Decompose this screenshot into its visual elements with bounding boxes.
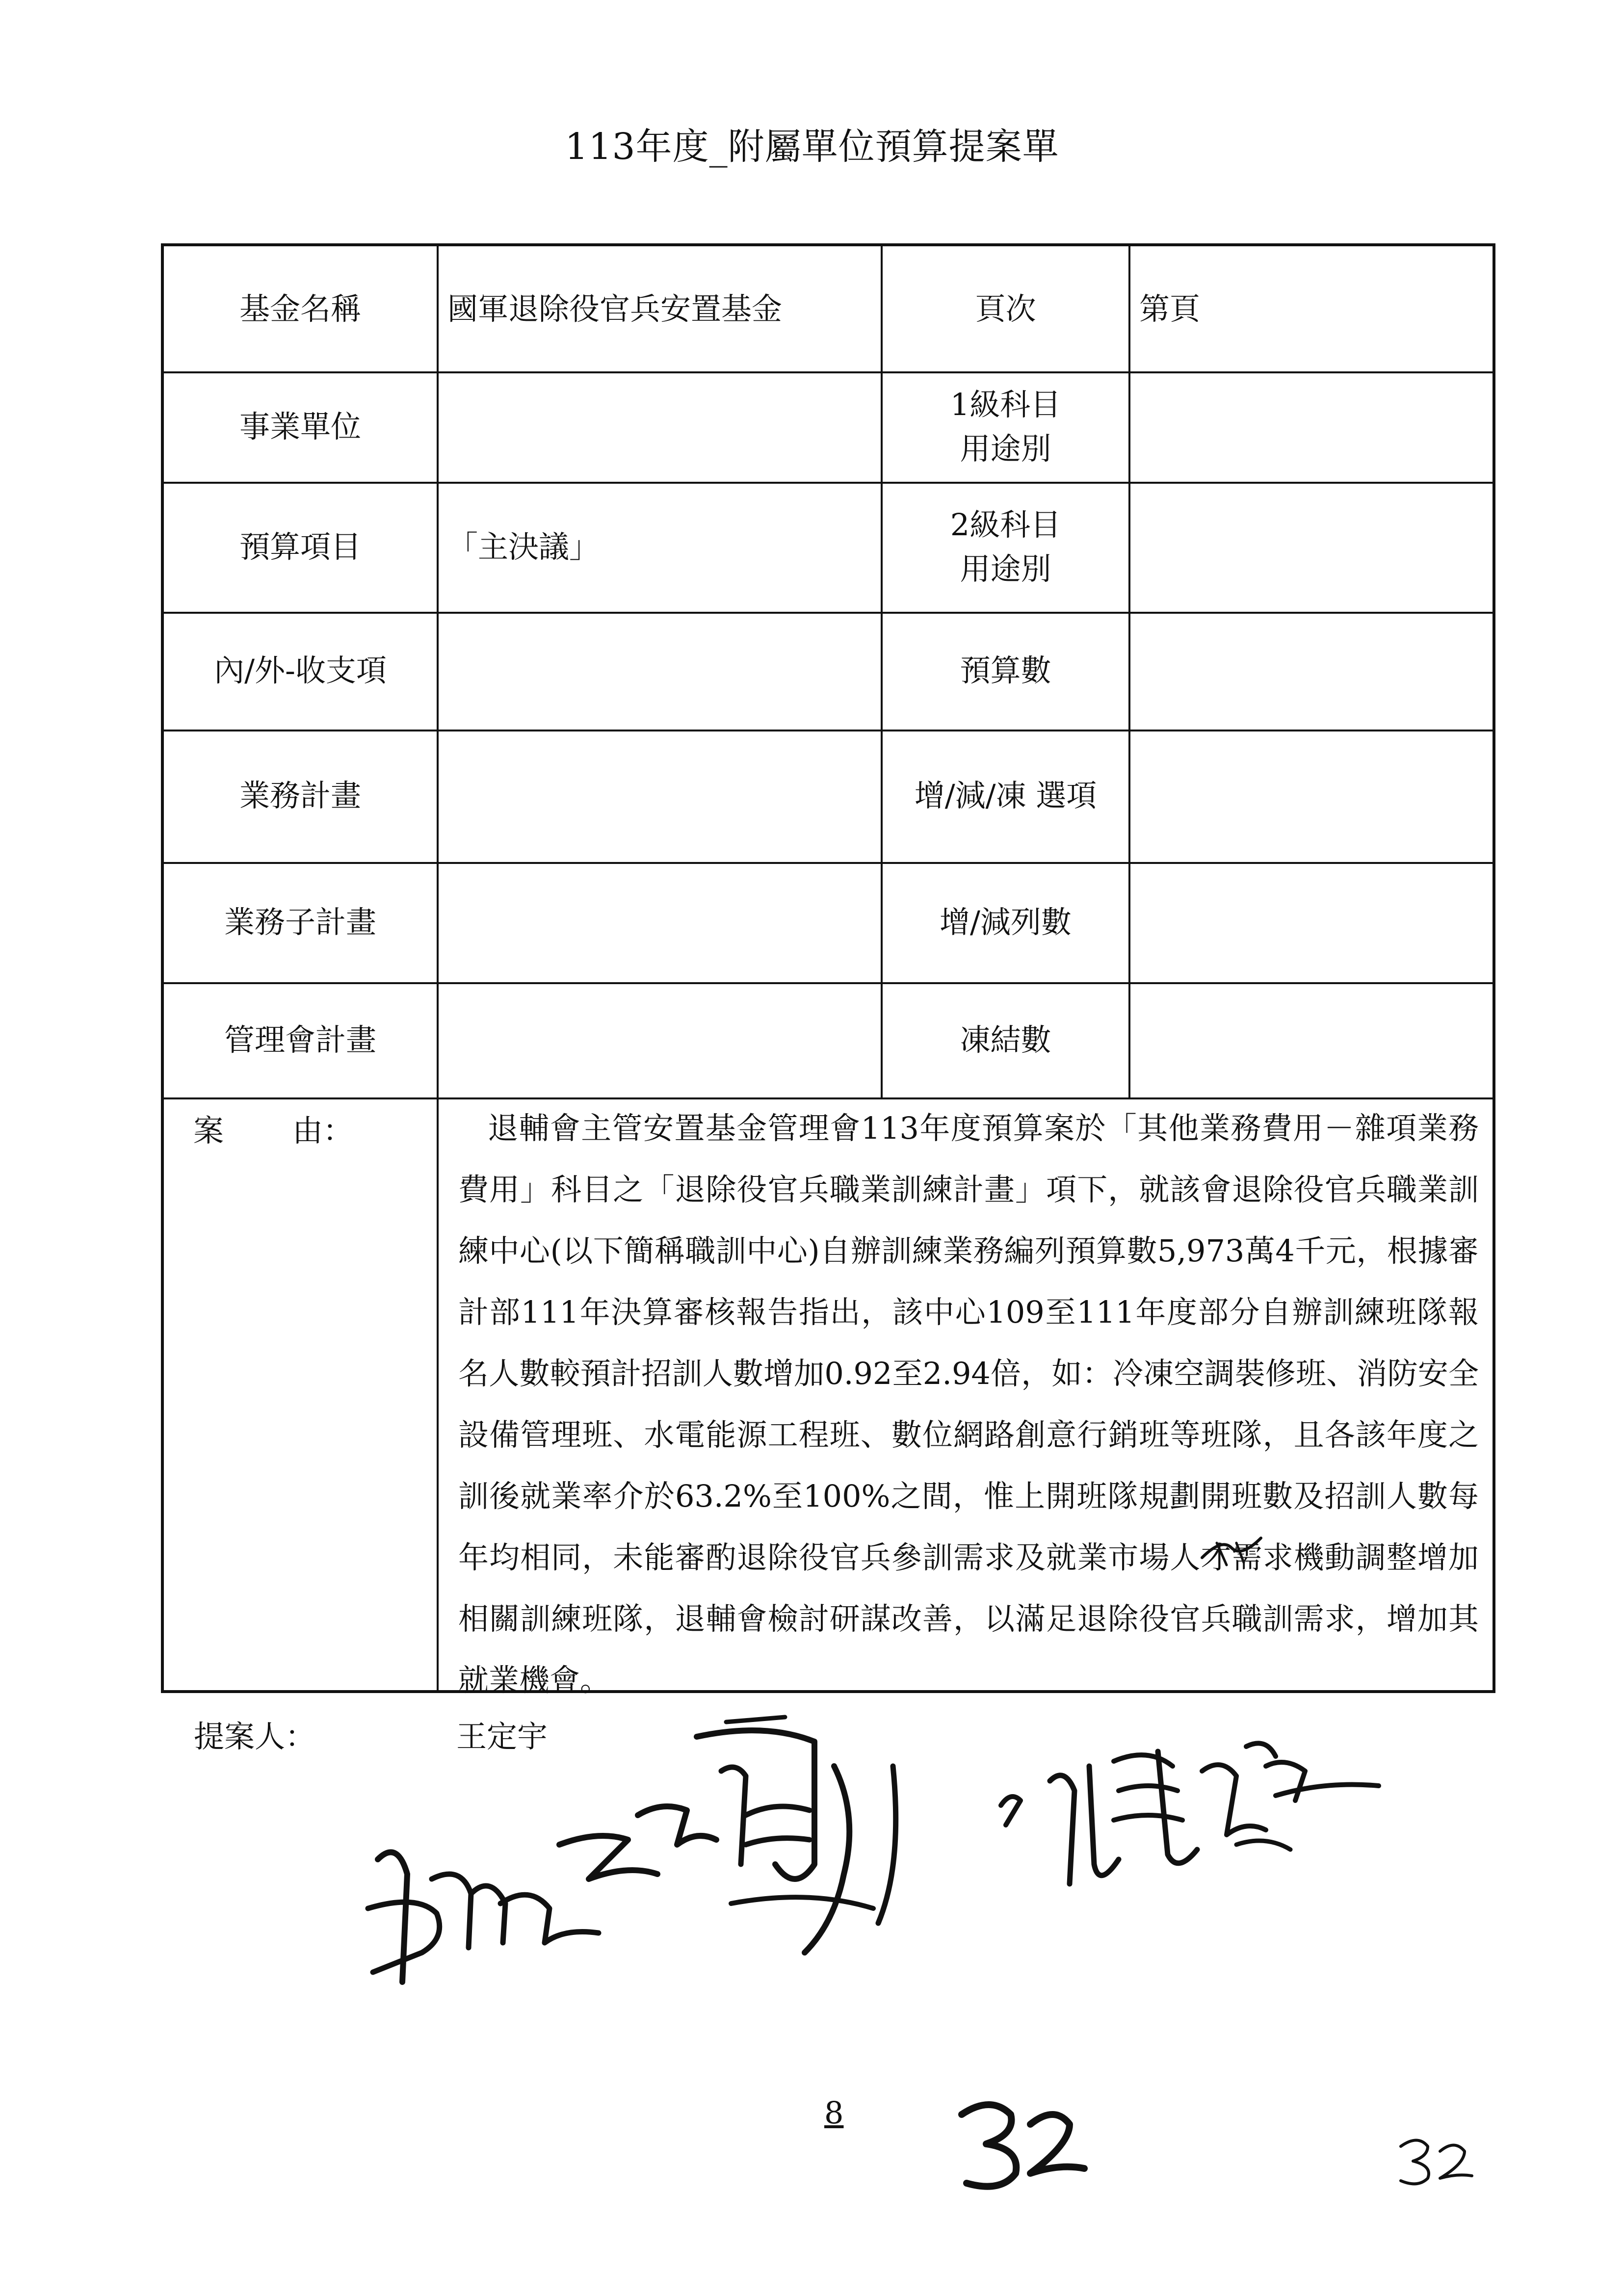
label-fund-name: 基金名稱 (164, 246, 439, 371)
form-row-management-plan (164, 982, 1493, 1099)
reason-label (164, 1097, 439, 1690)
label-management-plan: 管理會計畫 (164, 982, 439, 1097)
proposal-form-table (161, 243, 1495, 1698)
form-row-income-expense (164, 612, 1493, 731)
value-fund-name: 國軍退除役官兵安置基金 (439, 246, 883, 371)
value-sub-plan (439, 862, 883, 982)
value-frozen-amount (1130, 982, 1493, 1097)
label-level2-subject: 2級科目 用途別 (883, 482, 1130, 612)
value-business-unit (439, 371, 883, 482)
value-budget-item: 「主決議」 (439, 482, 883, 612)
value-budget-amount (1130, 612, 1493, 730)
proposer-name: 王定宇 (456, 1719, 548, 1754)
value-adjust-option (1130, 730, 1493, 862)
label-adjust-option: 增/減/凍 選項 (883, 730, 1130, 862)
signature-2 (991, 1737, 1393, 1899)
form-row-budget-item (164, 482, 1493, 614)
document-title: 113年度_附屬單位預算提案單 (565, 126, 1059, 168)
form-row-fund-name (164, 246, 1493, 373)
value-income-expense (439, 612, 883, 730)
label-business-plan: 業務計畫 (164, 730, 439, 862)
label-budget-amount: 預算數 (883, 612, 1130, 730)
reason-label-char1: 案 (193, 1113, 224, 1148)
reason-text: 退輔會主管安置基金管理會113年度預算案於「其他業務費用－雜項業務費用」科目之「退除役官兵職業訓練計畫」項下，就該會退除役官兵職業訓練中心(以下簡稱職訓中心)自辦訓練業務編列預算數5,973萬4千元，根據審計部111年決算審核報告指出，該中心109至111年度部分自辦訓練班隊報名人數較預計招訓人數增加0.92至2.94倍，如：冷凍空調裝修班、消防安全設備管理班、水電能源工程班、數位網路創意行銷班等班隊，且各該年度之訓後就業率介於63.2%至100%之間，惟上開班隊規劃開班數及招訓人數每年均相同，未能審酌退除役官兵參訓需求及就業市場人才需求機動調整增加相關訓練班隊，退輔會檢討研謀改善，以滿足退除役官兵職訓需求，增加其就業機會。 (458, 1110, 1479, 1698)
reason-label-char2: 由： (292, 1113, 354, 1148)
form-row-sub-plan (164, 862, 1493, 984)
label-business-unit: 事業單位 (164, 371, 439, 482)
value-level2-subject (1130, 482, 1493, 612)
form-row-business-unit (164, 371, 1493, 484)
value-business-plan (439, 730, 883, 862)
handwritten-number-32-small (1393, 2134, 1477, 2188)
signature-1 (343, 1717, 932, 2011)
proposer-label: 提案人： (194, 1719, 316, 1754)
value-management-plan (439, 982, 883, 1097)
value-level1-subject (1130, 371, 1493, 482)
form-row-business-plan (164, 730, 1493, 864)
label-income-expense: 內/外-收支項 (164, 612, 439, 730)
value-page: 第頁 (1139, 290, 1201, 327)
label-page: 頁次 (883, 246, 1130, 371)
label-adjust-amount: 增/減列數 (883, 862, 1130, 982)
page-number: 8 (824, 2095, 844, 2131)
handwritten-insertion-mark (1197, 1528, 1266, 1572)
value-adjust-amount (1130, 862, 1493, 982)
handwritten-number-32 (947, 2095, 1089, 2193)
label-level1-subject: 1級科目 用途別 (883, 371, 1130, 482)
label-frozen-amount: 凍結數 (883, 982, 1130, 1097)
label-budget-item: 預算項目 (164, 482, 439, 612)
label-sub-plan: 業務子計畫 (164, 862, 439, 982)
